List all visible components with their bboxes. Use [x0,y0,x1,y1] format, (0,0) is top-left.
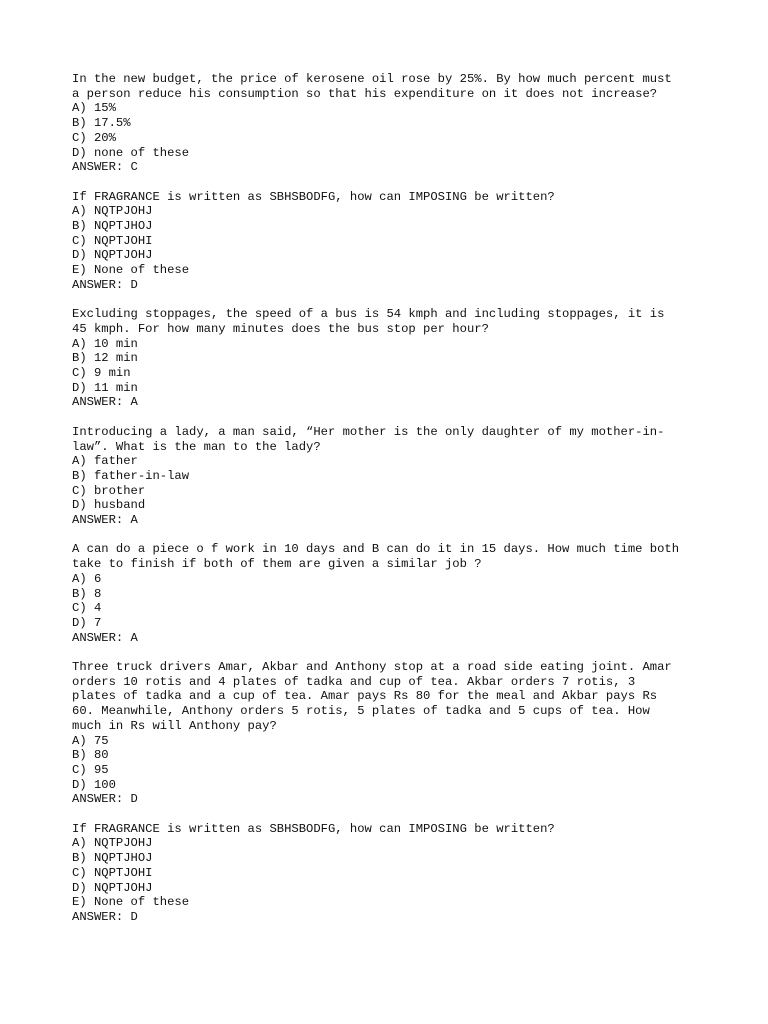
option-c: C) 20% [72,130,116,145]
option-d: D) 7 [72,615,102,630]
option-c: C) 4 [72,601,102,616]
question-text: A can do a piece o f work in 10 days and B can do it in 15 days. How much time both take to finish if both of them are given a similar job ? [72,542,680,572]
option-c: C) 9 min [72,366,131,381]
question-text: Introducing a lady, a man said, “Her mother is the only daughter of my mother-in- law”. What is the man to the lady? [72,424,665,454]
option-c: C) brother [72,483,146,498]
question-text: Three truck drivers Amar, Akbar and Anthony stop at a road side eating joint. Amar orders 10 rotis and 4 plates of tadka and cup of tea. Akbar orders 7 rotis, 3 plates of tadka and a cup of tea. Amar pays Rs 80 for the meal and Akbar pays Rs 60. Meanwhile, Anthony orders 5 rotis, 5 plates of tadka and 5 cups of tea. How much in Rs will Anthony pay? [72,660,672,733]
answer-line: ANSWER: A [72,395,138,410]
option-d: D) NQPTJOHJ [72,248,153,263]
option-b: B) 80 [72,748,109,763]
option-b: B) father-in-law [72,468,190,483]
option-b: B) NQPTJHOJ [72,851,153,866]
option-d: D) NQPTJOHJ [72,880,153,895]
question-text: In the new budget, the price of kerosene oil rose by 25%. By how much percent must a person reduce his consumption so that his expenditure on it does not increase? [72,72,672,101]
option-d: D) none of these [72,145,190,160]
document-page [72,72,712,939]
option-c: C) NQPTJOHI [72,233,153,248]
option-a: A) father [72,454,138,469]
answer-line: ANSWER: C [72,160,138,175]
option-e: E) None of these [72,895,190,910]
option-d: D) 11 min [72,380,138,395]
question-7 [72,822,712,925]
option-e: E) None of these [72,263,190,278]
question-5 [72,542,712,645]
option-b: B) NQPTJHOJ [72,219,153,234]
option-b: B) 12 min [72,351,138,366]
question-text: If FRAGRANCE is written as SBHSBODFG, how can IMPOSING be written? [72,189,555,204]
question-3 [72,307,712,410]
question-text: If FRAGRANCE is written as SBHSBODFG, how can IMPOSING be written? [72,821,555,836]
question-6 [72,660,712,807]
option-a: A) 75 [72,733,109,748]
answer-line: ANSWER: D [72,277,138,292]
option-a: A) 15% [72,101,116,116]
option-a: A) 10 min [72,336,138,351]
option-c: C) NQPTJOHI [72,865,153,880]
option-a: A) NQTPJOHJ [72,204,153,219]
answer-line: ANSWER: D [72,909,138,924]
option-d: D) husband [72,498,146,513]
question-4 [72,425,712,528]
option-a: A) NQTPJOHJ [72,836,153,851]
option-b: B) 8 [72,586,102,601]
option-a: A) 6 [72,571,102,586]
question-text: Excluding stoppages, the speed of a bus is 54 kmph and including stoppages, it is 45 kmph. For how many minutes does the bus stop per hour? [72,307,665,336]
option-b: B) 17.5% [72,116,131,131]
answer-line: ANSWER: D [72,792,138,807]
question-1 [72,72,712,175]
option-c: C) 95 [72,762,109,777]
question-2 [72,190,712,293]
answer-line: ANSWER: A [72,513,138,528]
option-d: D) 100 [72,777,116,792]
answer-line: ANSWER: A [72,630,138,645]
